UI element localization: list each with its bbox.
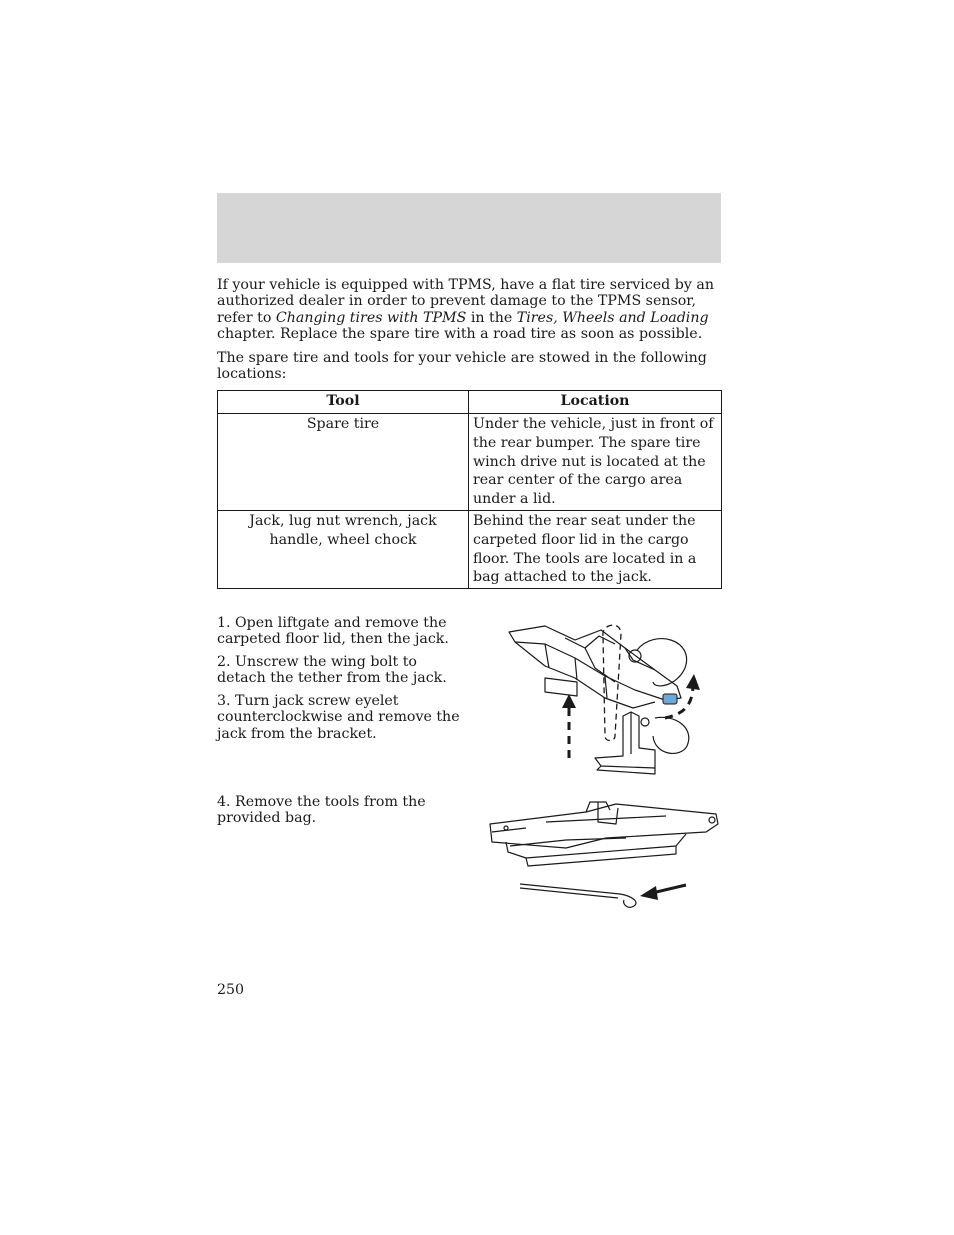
column-header-tool: Tool [218,391,469,414]
table-cell-tool: Spare tire [218,414,469,511]
table-cell-location: Behind the rear seat under the carpeted floor lid in the cargo floor. The tools are located in a bag attached to the jack. [469,510,722,588]
jack-and-handle-illustration [486,798,726,910]
table-row [218,510,722,588]
table-row [218,414,722,511]
step-1: 1. Open liftgate and remove the carpeted floor lid, then the jack. [217,615,449,648]
header-band [217,193,721,263]
intro-paragraph-tpms: If your vehicle is equipped with TPMS, have a flat tire serviced by an authorized dealer in order to prevent damage to the TPMS sensor, refer to Changing tires with TPMS in the Tires, Wheels and Loading chapter. Replace the spare tire with a road tire as soon as possible. [217,277,714,343]
jack-removal-illustration [505,618,705,778]
step-3: 3. Turn jack screw eyelet counterclockwise and remove the jack from the bracket. [217,693,460,742]
column-header-location: Location [469,391,722,414]
table-header-row [218,391,722,414]
step-4: 4. Remove the tools from the provided bag. [217,794,426,827]
table-cell-location: Under the vehicle, just in front of the rear bumper. The spare tire winch drive nut is located at the rear center of the cargo area under a lid. [469,414,722,511]
page-number: 250 [217,982,245,998]
intro-paragraph-locations: The spare tire and tools for your vehicle are stowed in the following locations: [217,350,707,383]
table-cell-tool: Jack, lug nut wrench, jack handle, wheel chock [218,510,469,588]
tool-location-table [217,390,722,589]
step-2: 2. Unscrew the wing bolt to detach the tether from the jack. [217,654,447,687]
